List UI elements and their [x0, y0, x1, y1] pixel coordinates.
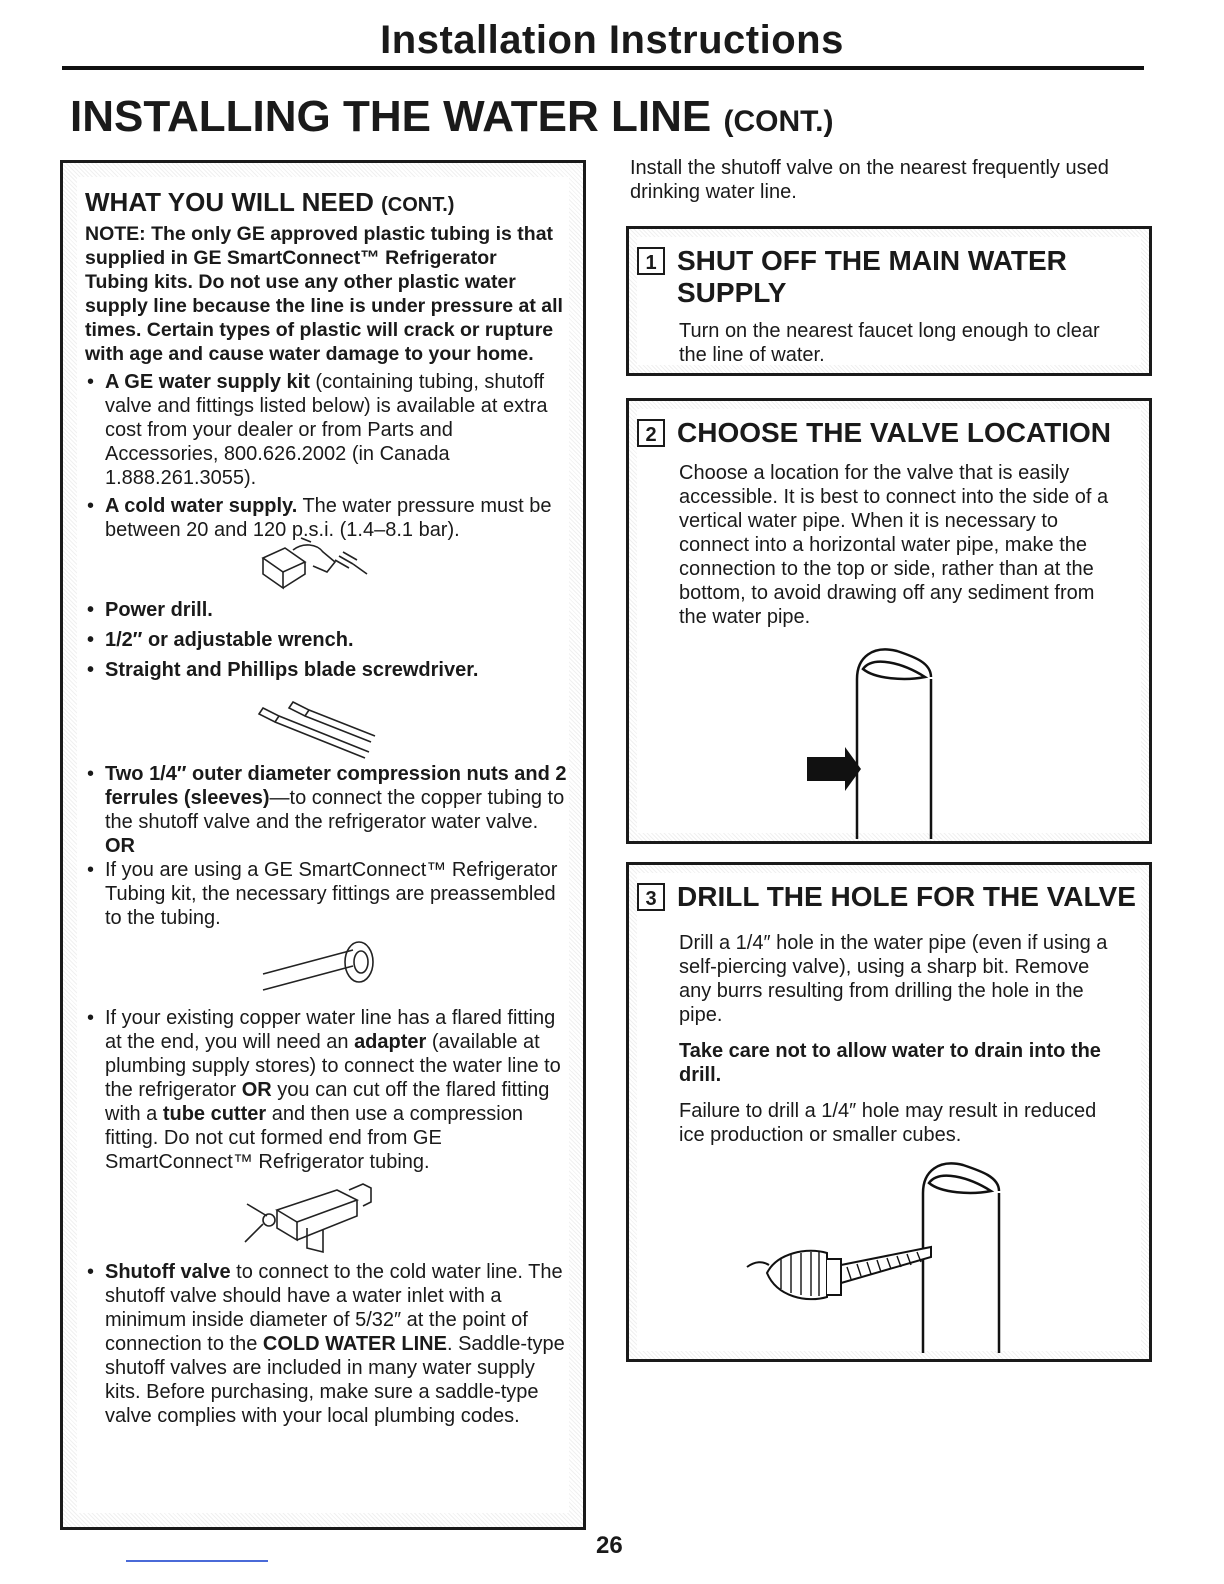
tubing-fitting-icon [253, 940, 393, 1000]
list-item-flared-fitting: • If your existing copper water line has a flared fitting at the end, you will need an adapter (available at plumbing supply stores) to connect the water line to the refrigerator OR you can cut off the flared fitting with a tube cutter and then use a compression fitting. Do not cut formed end from GE SmartConnect™ Refrigerator tubing. [87, 1007, 561, 1173]
kit-label: A GE water supply kit [105, 371, 310, 393]
kit-text: (containing tubing, shutoff valve and fittings listed below) is available at extra cost from your dealer or from Parts and Accessories, 800.626.2002 (in Canada 1.888.261.3055). [105, 371, 548, 489]
footer-rule [126, 1560, 268, 1562]
what-you-will-need-content [77, 177, 569, 1513]
step-3-body: Drill a 1/4″ hole in the water pipe (even if using a self-piercing valve), using a sharp bit. Remove any burrs resulting from drilling the hole in the pipe. [679, 932, 1108, 1026]
step-2-content [637, 409, 1141, 833]
list-item-water-supply-kit: • A GE water supply kit (containing tubing, shutoff valve and fittings listed below) is available at extra cost from your dealer or from Parts and Accessories, 800.626.2002 (in Canada 1.888.261.3055). [87, 371, 548, 489]
power-drill-icon [243, 530, 383, 600]
list-item-wrench: • 1/2″ or adjustable wrench. [87, 629, 354, 651]
shutoff-valve-label: Shutoff valve [105, 1261, 231, 1283]
step-2-number: 2 [637, 419, 665, 447]
what-you-will-need-heading [85, 187, 569, 218]
step-3-warning: Take care not to allow water to drain into the drill. [679, 1040, 1101, 1086]
drill-into-pipe-icon [747, 1163, 1007, 1353]
valve-text-1: to connect to the cold water line. The shutoff valve should have a water inlet with a minimum inside diameter of 5/32″ at the point of connection to the [105, 1261, 563, 1355]
power-drill-label: Power drill. [105, 599, 213, 621]
list-item-cold-water-supply: • A cold water supply. The water pressure must be between 20 and 120 p.s.i. (1.4–8.1 bar). [87, 495, 552, 541]
step-1-box [626, 226, 1152, 376]
page-header-title: Installation Instructions [380, 18, 844, 62]
plastic-tubing-note: NOTE: The only GE approved plastic tubing is that supplied in GE SmartConnect™ Refrigerator Tubing kits. Do not use any other plastic water supply line because the line is under pressure at all times. Certain types of plastic will crack or rupture with age and cause water damage to your home. [85, 223, 563, 365]
nuts-text: —to connect the copper tubing to the shutoff valve and the refrigerator water valve. [105, 787, 565, 833]
valve-illustration-row [77, 1174, 569, 1260]
flared-or-label: OR [241, 1079, 272, 1101]
valve-intro-text: Install the shutoff valve on the nearest frequently used drinking water line. [630, 157, 1109, 203]
nuts-illustration-row [77, 682, 569, 762]
list-item-smartconnect: • If you are using a GE SmartConnect™ Refrigerator Tubing kit, the necessary fittings are preassembled to the tubing. [87, 859, 558, 929]
step-1-title: SHUT OFF THE MAIN WATER SUPPLY [677, 245, 1067, 308]
smartconnect-text: If you are using a GE SmartConnect™ Refrigerator Tubing kit, the necessary fittings are preassembled to the tubing. [105, 859, 558, 929]
wrench-label: 1/2″ or adjustable wrench. [105, 629, 354, 651]
heading-text: WHAT YOU WILL NEED [85, 187, 374, 217]
drill-row [77, 542, 569, 602]
list-item-power-drill: • Power drill. [87, 599, 213, 621]
flared-text-3: you can cut off the flared fitting with a [105, 1079, 550, 1125]
what-you-will-need-box [60, 160, 586, 1530]
section-title-text: INSTALLING THE WATER LINE [70, 92, 712, 141]
header-rule [62, 66, 1144, 70]
vertical-pipe-arrow-icon [797, 649, 957, 839]
or-label: OR [105, 835, 135, 857]
step-1-content [637, 237, 1141, 365]
list-item-shutoff-valve: • Shutoff valve to connect to the cold water line. The shutoff valve should have a water inlet with a minimum inside diameter of 5/32″ at the point of connection to the COLD WATER LINE. Saddle-type shutoff valves are included in many water supply kits. Before purchasing, make sure a saddle-type valve complies with your local plumbing codes. [87, 1261, 565, 1427]
step-3-number: 3 [637, 883, 665, 911]
step-2-title: CHOOSE THE VALVE LOCATION [677, 417, 1112, 448]
tube-cutter-label: tube cutter [162, 1103, 267, 1125]
list-item-compression-nuts: • Two 1/4″ outer diameter compression nuts and 2 ferrules (sleeves)—to connect the copper tubing to the shutoff valve and the refrigerator water valve. [87, 763, 567, 833]
adapter-label: adapter [354, 1031, 427, 1053]
section-title-suffix: (CONT.) [723, 105, 834, 138]
step-3-box [626, 862, 1152, 1362]
flared-text-2: (available at plumbing supply stores) to connect the water line to the refrigerator [105, 1031, 561, 1101]
heading-suffix: (CONT.) [381, 194, 455, 216]
flared-text-4: and then use a compression fitting. Do not cut formed end from GE SmartConnect™ Refrigerator tubing. [105, 1103, 523, 1173]
cold-water-text: The water pressure must be between 20 and 120 p.s.i. (1.4–8.1 bar). [105, 495, 552, 541]
step-3-title: DRILL THE HOLE FOR THE VALVE [677, 881, 1136, 912]
valve-text-2: . Saddle-type shutoff valves are included in many water supply kits. Before purchasing, make sure a saddle-type valve complies with your local plumbing codes. [105, 1333, 565, 1427]
list-item-screwdriver: • Straight and Phillips blade screwdriver. [87, 659, 479, 681]
step-2-box [626, 398, 1152, 844]
section-title [70, 92, 833, 142]
step-2-body: Choose a location for the valve that is easily accessible. It is best to connect into the side of a vertical water pipe. When it is necessary to connect into a horizontal water pipe, make the connection to the top or side, rather than at the bottom, to avoid drawing off any sediment from the water pipe. [679, 462, 1109, 628]
tubing-illustration-row [77, 930, 569, 1006]
flared-text-1: If your existing copper water line has a flared fitting at the end, you will need an [105, 1007, 556, 1053]
step-1-number: 1 [637, 247, 665, 275]
step-3-content [637, 873, 1141, 1351]
shutoff-valve-icon [237, 1180, 387, 1260]
nuts-label: Two 1/4″ outer diameter compression nuts and 2 ferrules (sleeves) [105, 763, 567, 809]
step-3-failure-note: Failure to drill a 1/4″ hole may result in reduced ice production or smaller cubes. [679, 1100, 1097, 1146]
cold-water-label: A cold water supply. [105, 495, 298, 517]
screwdriver-label: Straight and Phillips blade screwdriver. [105, 659, 479, 681]
step-1-body: Turn on the nearest faucet long enough to clear the line of water. [679, 320, 1100, 366]
compression-nuts-icon [253, 698, 383, 758]
page-number: 26 [596, 1532, 623, 1559]
cold-water-line-label: COLD WATER LINE [262, 1333, 447, 1355]
